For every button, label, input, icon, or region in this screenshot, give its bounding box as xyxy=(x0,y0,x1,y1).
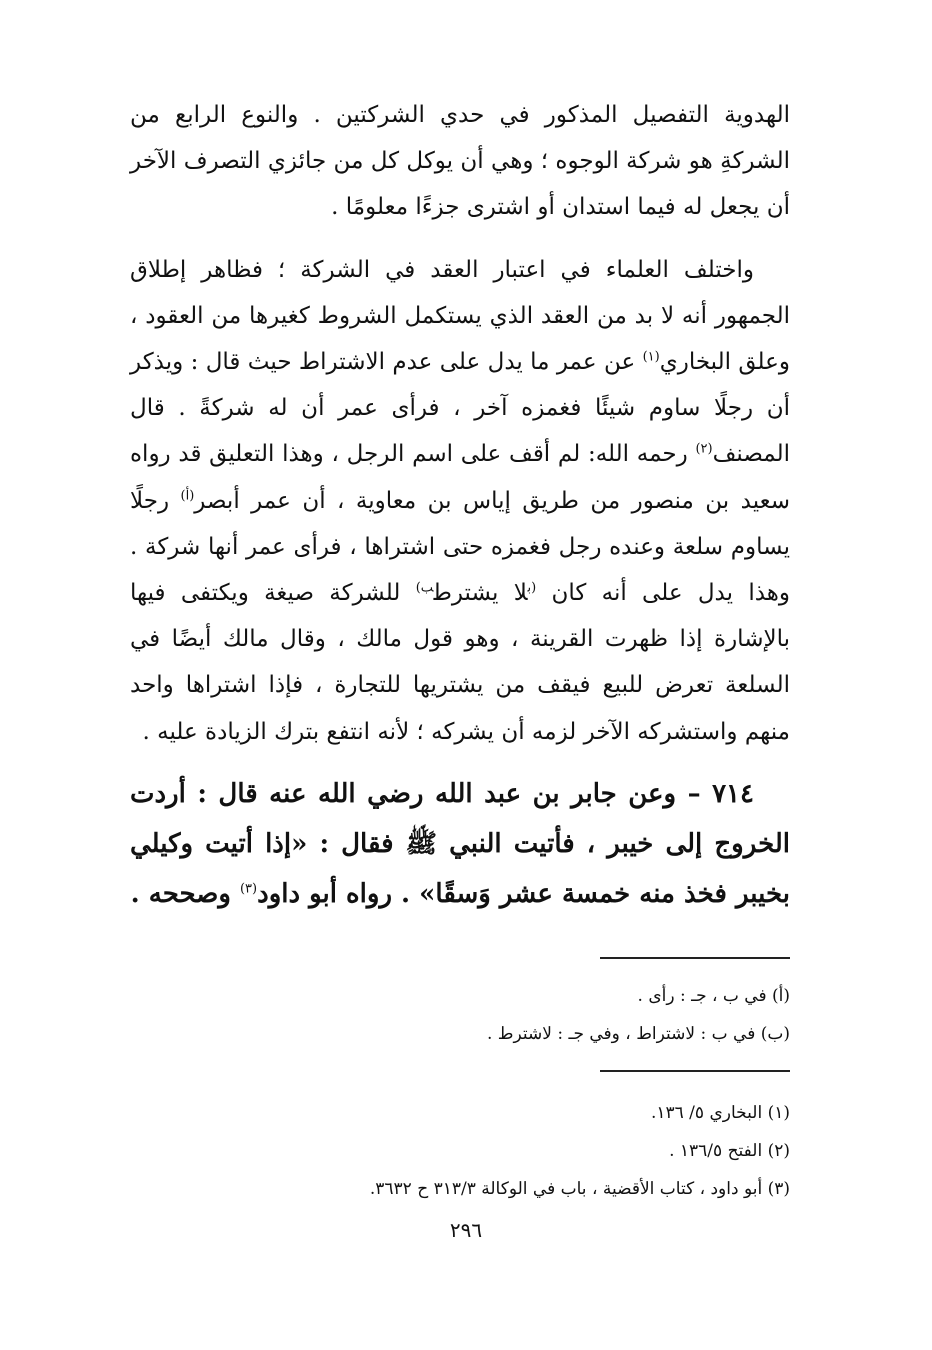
paragraph-2-text-3: رحمه الله: لم أقف على اسم الرجل ، وهذا التعليق قد رواه سعيد بن منصور من طريق إياس بن معاوية ، أن عمر أبصر xyxy=(130,441,791,514)
reference-notes xyxy=(130,1094,790,1208)
footnote-divider-references xyxy=(600,1070,790,1072)
variant-notes xyxy=(130,977,790,1053)
variant-ref-b-close[interactable]: ب) xyxy=(415,580,434,596)
main-text xyxy=(130,92,790,919)
paragraph-2-text-6: للشركة صيغة ويكتفى فيها بالإشارة إذا ظهرت القرينة ، وهو قول مالك ، وقال مالك أيضًا في السلعة تعرض للبيع فيقف من يشتريها للتجارة ، فإذا اشتراها واحد منهم واستشركه الآخر لزمه أن يشركه ؛ لأنه انتفع بترك الزيادة عليه . xyxy=(130,580,790,745)
paragraph-2 xyxy=(130,247,790,755)
variant-ref-b-open[interactable]: (ب xyxy=(527,580,537,596)
page-number: ٢٩٦ xyxy=(449,1218,483,1242)
paragraph-2-text-2: عن عمر ما يدل على عدم الاشتراط حيث قال : ويذكر أن رجلًا ساوم شيئًا فغمزه آخر ، فرأى عمر أن له شركةً . قال المصنف xyxy=(130,349,790,468)
footnote-ref-2[interactable]: (٢) xyxy=(695,441,713,457)
variant-note-a: (أ) في ب ، جـ : رأى . xyxy=(637,986,790,1006)
hadith-paragraph xyxy=(130,769,790,919)
paragraph-2-text-5: لا يشترط xyxy=(433,580,528,607)
hadith-text-end: وصححه . xyxy=(130,878,231,909)
footnote-ref-1[interactable]: (١) xyxy=(642,349,660,365)
variant-ref-a[interactable]: (أ) xyxy=(180,487,195,503)
paragraph-2-text-4: رجلًا يساوم سلعة وعنده رجل فغمزه حتى اشتراها ، فرأى عمر أنها شركة . وهذا يدل على أنه كان xyxy=(130,487,791,607)
reference-note-3: (٣) أبو داود ، كتاب الأقضية ، باب في الوكالة ٣١٣/٣ ح ٣٦٣٢. xyxy=(369,1179,790,1199)
hadith-text: ٧١٤ – وعن جابر بن عبد الله رضي الله عنه قال : أردت الخروج إلى خيبر ، فأتيت النبي ﷺ فقال : «إذا أتيت وكيلي بخيبر فخذ منه خمسة عشر وَسقًا» . رواه أبو داود xyxy=(130,778,790,909)
footnote-ref-3[interactable]: (٣) xyxy=(239,881,258,897)
footnote-divider-variants xyxy=(600,957,790,959)
variant-note-b: (ب) في ب : لاشتراط ، وفي جـ : لاشترط . xyxy=(486,1024,790,1044)
reference-note-2: (٢) الفتح ١٣٦/٥ . xyxy=(669,1141,790,1161)
paragraph-1: الهدوية التفصيل المذكور في حدي الشركتين . والنوع الرابع من الشركةِ هو شركة الوجوه ؛ وهي أن يوكل كل من جائزي التصرف الآخر أن يجعل له فيما استدان أو اشترى جزءًا معلومًا . xyxy=(130,102,790,221)
reference-note-1: (١) البخاري ٥/ ١٣٦. xyxy=(650,1103,790,1123)
paragraph-2-text-1: واختلف العلماء في اعتبار العقد في الشركة ؛ فظاهر إطلاق الجمهور أنه لا بد من العقد الذي يستكمل الشروط كغيرها من العقود ، وعلق البخاري xyxy=(130,256,791,376)
